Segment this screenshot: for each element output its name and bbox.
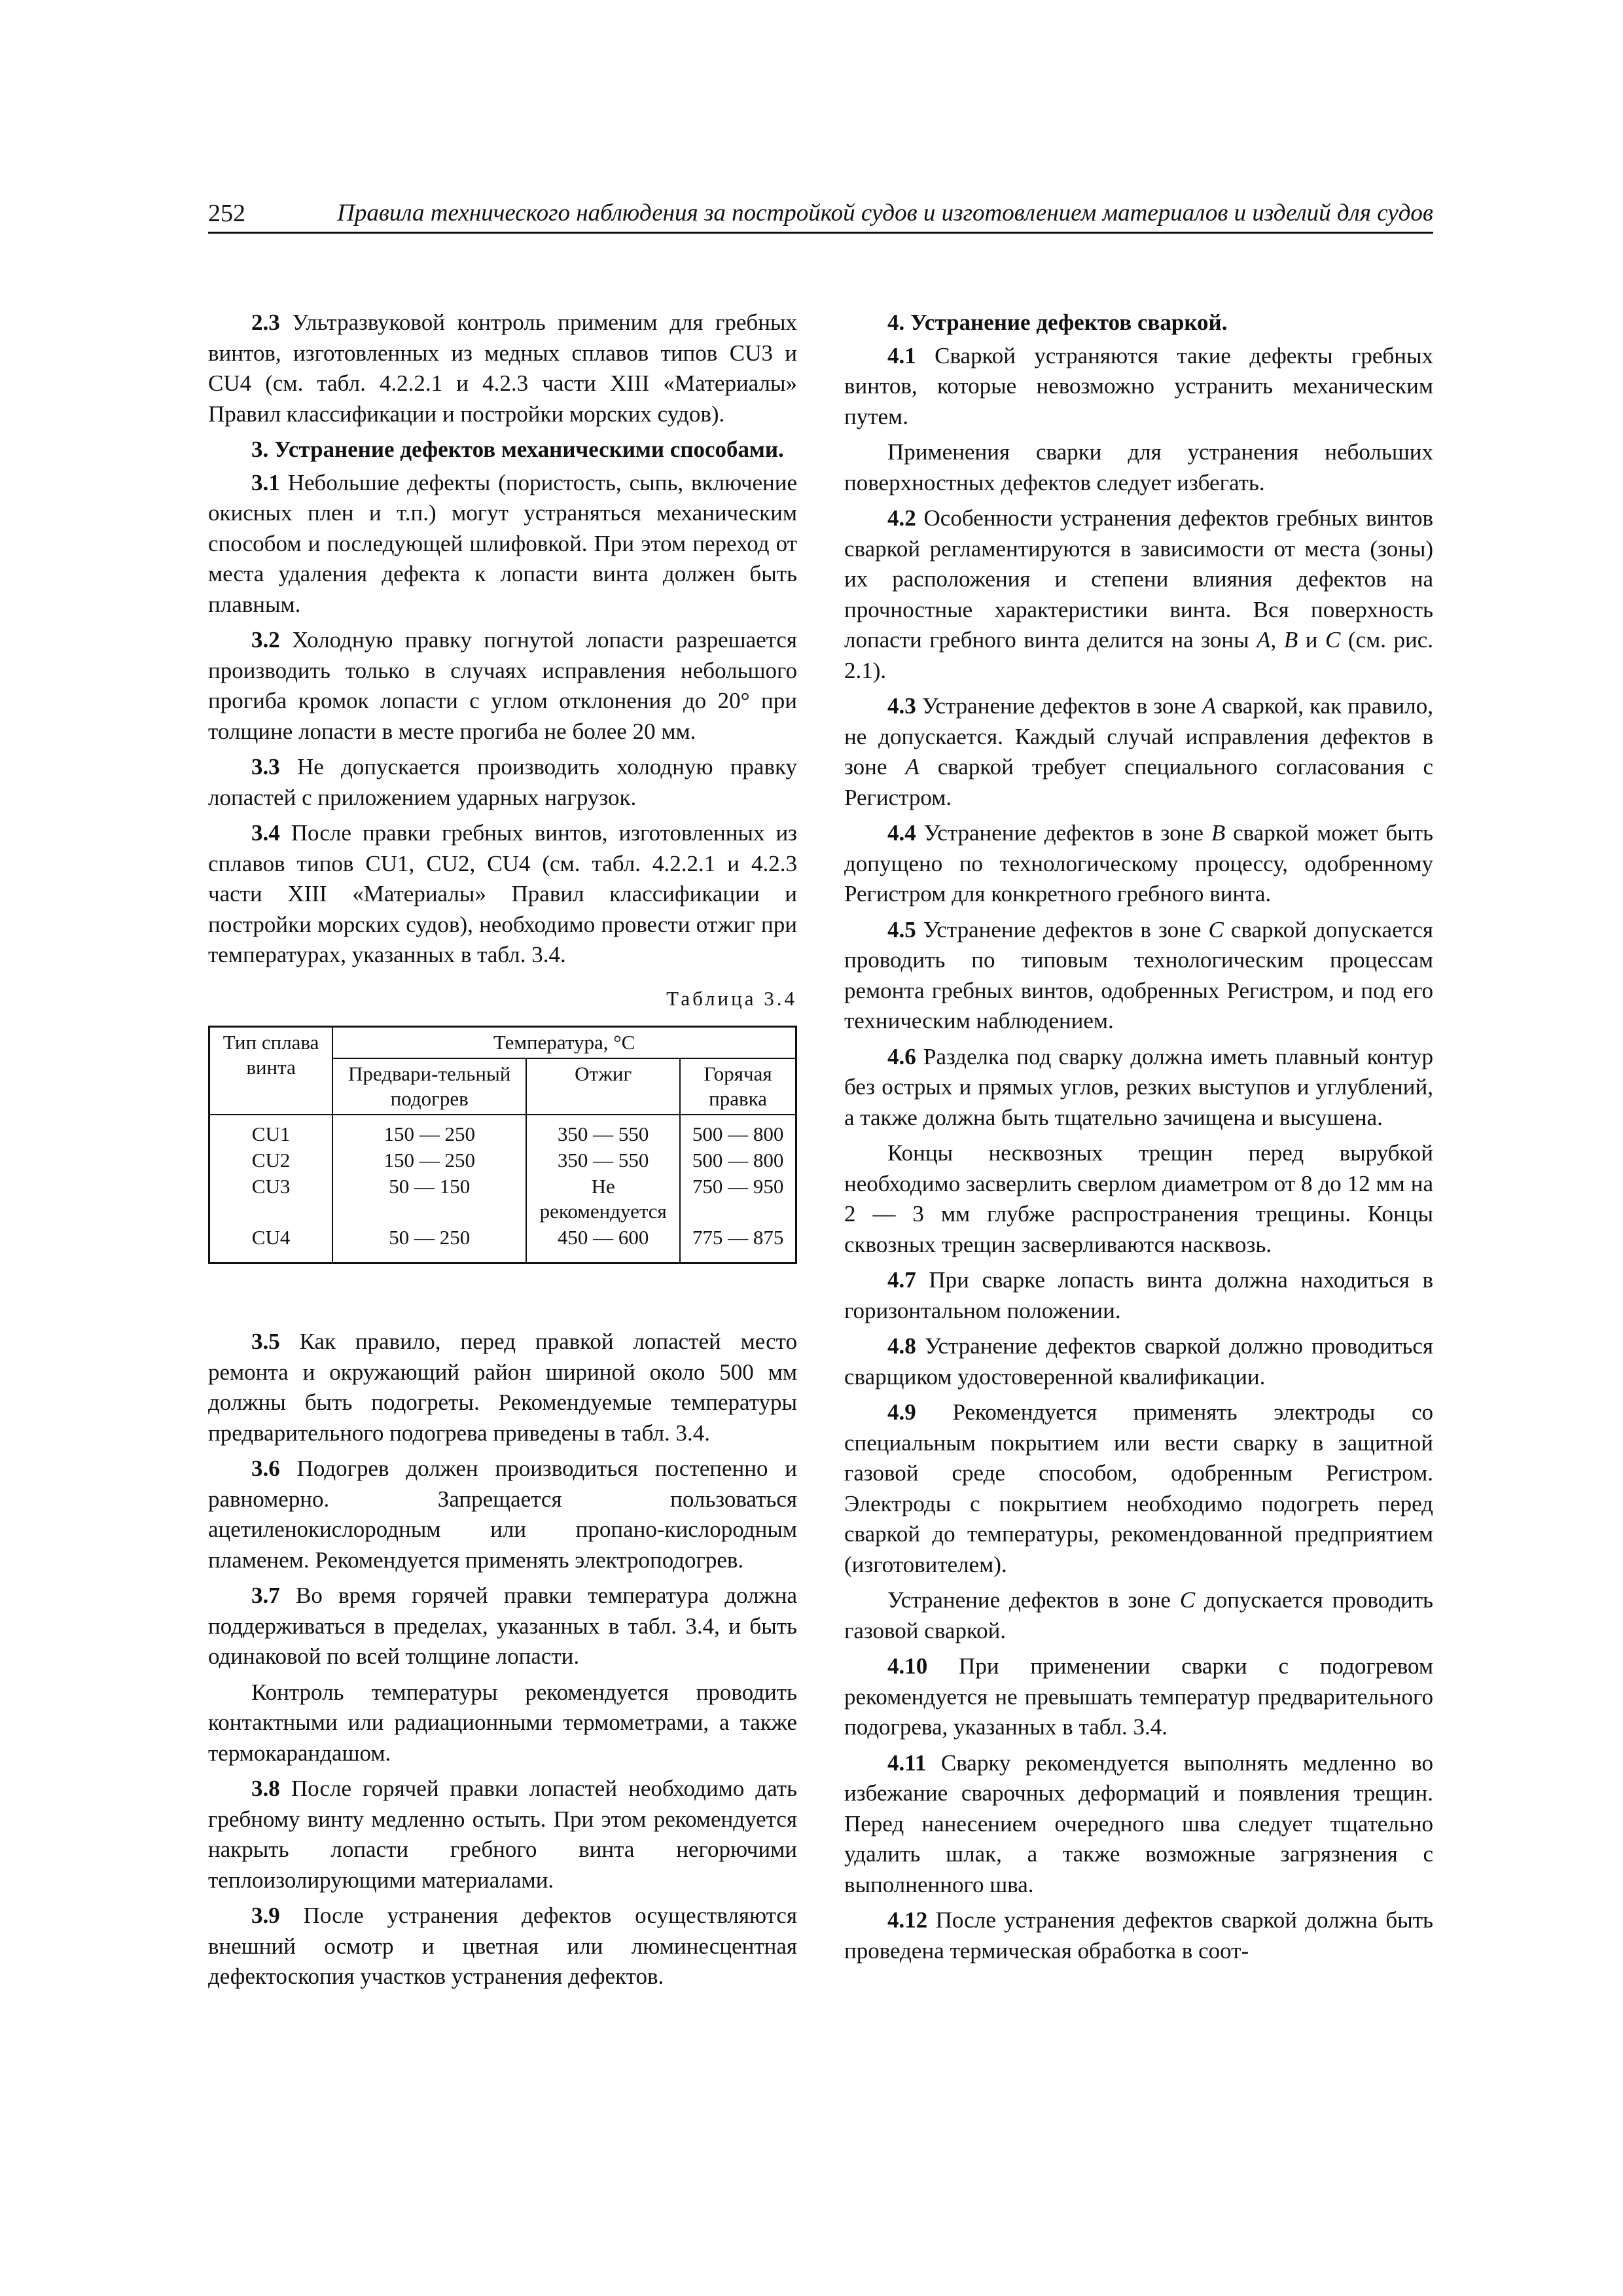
cell-alloy: CU1: [209, 1115, 333, 1147]
paragraph-3-3: [208, 752, 797, 813]
table-row: [209, 1225, 796, 1263]
table-row: [209, 1147, 796, 1174]
paragraph-text: Холодную правку погнутой лопасти разрешается производить только в случаях исправления небольшого прогиба кромок лопасти с углом отклонения до 20° при толщине лопасти в месте прогиба не более 20 мм.: [208, 627, 797, 744]
paragraph-4-6: [844, 1042, 1433, 1134]
paragraph-text: Особенности устранения дефектов гребных винтов сваркой регламентируются в зависимости от места (зоны) их расположения и степени влияния дефектов на прочностные характеристики винта. Вся поверхность лопасти гребного винта делится на зоны: [844, 505, 1433, 653]
paragraph-4-8: [844, 1331, 1433, 1392]
zone-c: C: [1179, 1587, 1196, 1613]
clause-number: 3.8: [251, 1776, 280, 1801]
cell-alloy: CU4: [209, 1225, 333, 1263]
clause-number: 2.3: [251, 310, 280, 335]
paragraph-4-7: [844, 1265, 1433, 1326]
paragraph-4-9: [844, 1397, 1433, 1580]
paragraph-4-1: [844, 341, 1433, 433]
paragraph-text: сваркой допускается проводить по типовым технологическим процессам ремонта гребных винтов, одобренных Регистром, и под его техническим наблюдением.: [844, 916, 1433, 1033]
zone-c: C: [1325, 627, 1341, 653]
zone-a: A: [1257, 627, 1271, 653]
paragraph-3-8: [208, 1774, 797, 1895]
right-column: [844, 308, 1433, 1971]
paragraph-text: После горячей правки лопастей необходимо дать гребному винту медленно остыть. При этом рекомендуется накрыть лопасти гребного винта негорючими теплоизолирующими материалами.: [208, 1776, 797, 1893]
clause-number: 4.1: [887, 342, 916, 368]
paragraph-3-7: [208, 1581, 797, 1672]
clause-number: 4.11: [887, 1749, 927, 1776]
header-temperature: Температура, °C: [332, 1027, 796, 1059]
clause-number: 3.3: [251, 754, 280, 780]
paragraph-4-6-continued: Концы несквозных трещин перед вырубкой необходимо засверлить сверлом диаметром от 8 до 12 мм на 2 — 3 мм глубже распространения трещины. Концы сквозных трещин засверливаются насквозь.: [844, 1140, 1433, 1257]
cell-preheat: 150 — 250: [332, 1147, 526, 1174]
paragraph-text: Во время горячей правки температура должна поддерживаться в пределах, указанных в табл. 3.4, и быть одинаковой по всей толщине лопасти.: [208, 1583, 797, 1669]
clause-number: 4.10: [887, 1653, 928, 1679]
cell-alloy: CU2: [209, 1147, 333, 1174]
paragraph-3-5: [208, 1327, 797, 1448]
clause-number: 3.9: [251, 1903, 280, 1928]
paragraph-text: После правки гребных винтов, изготовленных из сплавов типов CU1, CU2, CU4 (см. табл. 4.2.2.1 и 4.2.3 части XIII «Материалы» Правил классификации и постройки морских судов), необходимо провести отжиг при температурах, указанных в табл. 3.4.: [208, 820, 797, 967]
left-column: [208, 308, 797, 1998]
paragraph-text: После устранения дефектов осуществляются внешний осмотр и цветная или люминесцентная дефектоскопия участков устранения дефектов.: [208, 1903, 797, 1989]
paragraph-text: Разделка под сварку должна иметь плавный контур без острых и прямых углов, резких выступов и углублений, а также должна быть тщательно зачищена и высушена.: [844, 1043, 1433, 1130]
paragraph-4-11: [844, 1748, 1433, 1901]
paragraph-2-3: [208, 308, 797, 429]
clause-number: 3.1: [251, 469, 280, 495]
header-anneal: Отжиг: [526, 1058, 680, 1115]
paragraph-text: Устранение дефектов в зоне: [887, 1587, 1180, 1613]
paragraph-4-5: [844, 915, 1433, 1037]
header-rule: [208, 232, 1433, 234]
clause-number: 4.3: [887, 693, 916, 719]
section-3-heading: 3. Устранение дефектов механическими способами.: [251, 437, 784, 462]
cell-anneal: Не рекомендуется: [526, 1174, 680, 1225]
paragraph-text: сваркой может быть допущено по технологическому процессу, одобренному Регистром для конкретного гребного винта.: [844, 820, 1434, 906]
clause-number: 3.6: [251, 1456, 280, 1481]
paragraph-text: сваркой требует специального согласования с Регистром.: [844, 754, 1434, 810]
paragraph-3-2: [208, 625, 797, 747]
paragraph-text: Ультразвуковой контроль применим для гребных винтов, изготовленных из медных сплавов типов CU3 и CU4 (см. табл. 4.2.2.1 и 4.2.3 части XIII «Материалы» Правил классификации и постройки морских судов).: [208, 310, 797, 427]
cell-preheat: 150 — 250: [332, 1115, 526, 1147]
cell-hot: 775 — 875: [680, 1225, 796, 1263]
paragraph-text: Рекомендуется применять электроды со специальным покрытием или вести сварку в защитной газовой среде способом, одобренным Регистром. Электроды с покрытием необходимо подогреть перед сваркой до температуры, рекомендованной предприятием (изготовителем).: [844, 1399, 1433, 1577]
cell-hot: 500 — 800: [680, 1147, 796, 1174]
paragraph-4-9-continued: [844, 1585, 1433, 1646]
zone-c: C: [1208, 916, 1224, 942]
paragraph-4-2: [844, 503, 1433, 686]
zone-a: A: [1202, 693, 1217, 719]
table-caption: Таблица 3.4: [666, 986, 797, 1010]
paragraph-4-12: [844, 1905, 1433, 1966]
header-alloy: Тип сплава винта: [209, 1027, 333, 1115]
paragraph-3-9: [208, 1901, 797, 1992]
paragraph-text: Сварку рекомендуется выполнять медленно во избежание сварочных деформаций и появления трещин. Перед нанесением очередного шва следует тщательно удалить шлак, а также возможные загрязнения с выполненного шва.: [844, 1749, 1433, 1897]
cell-alloy: CU3: [209, 1174, 333, 1225]
separator: и: [1298, 627, 1325, 653]
header-preheat: Предвари-тельный подогрев: [332, 1058, 526, 1115]
clause-number: 3.2: [251, 627, 280, 653]
cell-hot: 750 — 950: [680, 1174, 796, 1225]
clause-number: 4.7: [887, 1267, 916, 1293]
paragraph-text: После устранения дефектов сваркой должна быть проведена термическая обработка в соот-: [844, 1907, 1433, 1964]
clause-number: 4.4: [887, 820, 916, 846]
paragraph-text: Устранение дефектов в зоне: [916, 820, 1211, 846]
paragraph-text: Устранение дефектов в зоне: [916, 916, 1209, 942]
zone-b: B: [1283, 627, 1298, 653]
paragraph-text: При сварке лопасть винта должна находиться в горизонтальном положении.: [844, 1267, 1433, 1323]
paragraph-3-7-continued: Контроль температуры рекомендуется проводить контактными или радиационными термометрами, а также термокарандашом.: [208, 1679, 797, 1766]
clause-number: 3.5: [251, 1329, 280, 1354]
cell-preheat: 50 — 150: [332, 1174, 526, 1225]
clause-number: 4.8: [887, 1333, 916, 1359]
paragraph-text: сваркой, как правило, не допускается. Каждый случай исправления дефектов в зоне: [844, 693, 1433, 780]
table-row: [209, 1115, 796, 1147]
cell-hot: 500 — 800: [680, 1115, 796, 1147]
paragraph-3-6: [208, 1454, 797, 1575]
separator: ,: [1270, 627, 1284, 653]
cell-anneal: 350 — 550: [526, 1115, 680, 1147]
paragraph-3-4: [208, 818, 797, 971]
paragraph-4-10: [844, 1651, 1433, 1743]
paragraph-text: допускается проводить газовой сваркой.: [844, 1587, 1433, 1643]
clause-number: 4.12: [887, 1907, 928, 1933]
paragraph-text: Небольшие дефекты (пористость, сыпь, включение окисных плен и т.п.) могут устраняться механическим способом и последующей шлифовкой. При этом переход от места удаления дефекта к лопасти винта должен быть плавным.: [208, 469, 797, 617]
paragraph-4-4: [844, 818, 1433, 910]
clause-number: 3.4: [251, 820, 280, 846]
paragraph-text: При применении сварки с подогревом рекомендуется не превышать температур предварительного подогрева, указанных в табл. 3.4.: [844, 1653, 1433, 1740]
clause-number: 4.2: [887, 505, 916, 531]
table-row: [209, 1174, 796, 1225]
clause-number: 4.5: [887, 916, 916, 942]
clause-number: 4.6: [887, 1043, 916, 1069]
paragraph-text: (см. рис. 2.1).: [844, 627, 1434, 683]
zone-a: A: [905, 754, 919, 780]
paragraph-text: Устранение дефектов сваркой должно проводиться сварщиком удостоверенной квалификации.: [844, 1333, 1433, 1390]
paragraph-text: Устранение дефектов в зоне: [916, 693, 1202, 719]
paragraph-text: Как правило, перед правкой лопастей место ремонта и окружающий район шириной около 500 мм должны быть подогреты. Рекомендуемые температуры предварительного подогрева приведены в табл. 3.4.: [208, 1329, 797, 1446]
paragraph-text: Подогрев должен производиться постепенно и равномерно. Запрещается пользоваться ацетиленокислородным или пропано-кислородным пламенем. Рекомендуется применять электроподогрев.: [208, 1456, 797, 1573]
paragraph-text: Не допускается производить холодную правку лопастей с приложением ударных нагрузок.: [208, 754, 797, 810]
page-number: 252: [208, 200, 245, 227]
cell-anneal: 350 — 550: [526, 1147, 680, 1174]
paragraph-4-1-continued: Применения сварки для устранения небольших поверхностных дефектов следует избегать.: [844, 439, 1433, 495]
zone-b: B: [1211, 820, 1226, 846]
cell-preheat: 50 — 250: [332, 1225, 526, 1263]
clause-number: 3.7: [251, 1583, 280, 1608]
paragraph-text: Сваркой устраняются такие дефекты гребных винтов, которые невозможно устранить механическим путем.: [844, 342, 1433, 429]
paragraph-4-3: [844, 691, 1433, 813]
clause-number: 4.9: [887, 1399, 916, 1425]
header-hot-straightening: Горячая правка: [680, 1058, 796, 1115]
cell-anneal: 450 — 600: [526, 1225, 680, 1263]
running-title: Правила технического наблюдения за постройкой судов и изготовлением материалов и изделий для судов: [337, 200, 1433, 226]
page-header: [208, 198, 1433, 230]
temperature-table: [208, 1026, 797, 1264]
paragraph-3-1: [208, 468, 797, 620]
section-4-heading: 4. Устранение дефектов сваркой.: [887, 310, 1228, 335]
